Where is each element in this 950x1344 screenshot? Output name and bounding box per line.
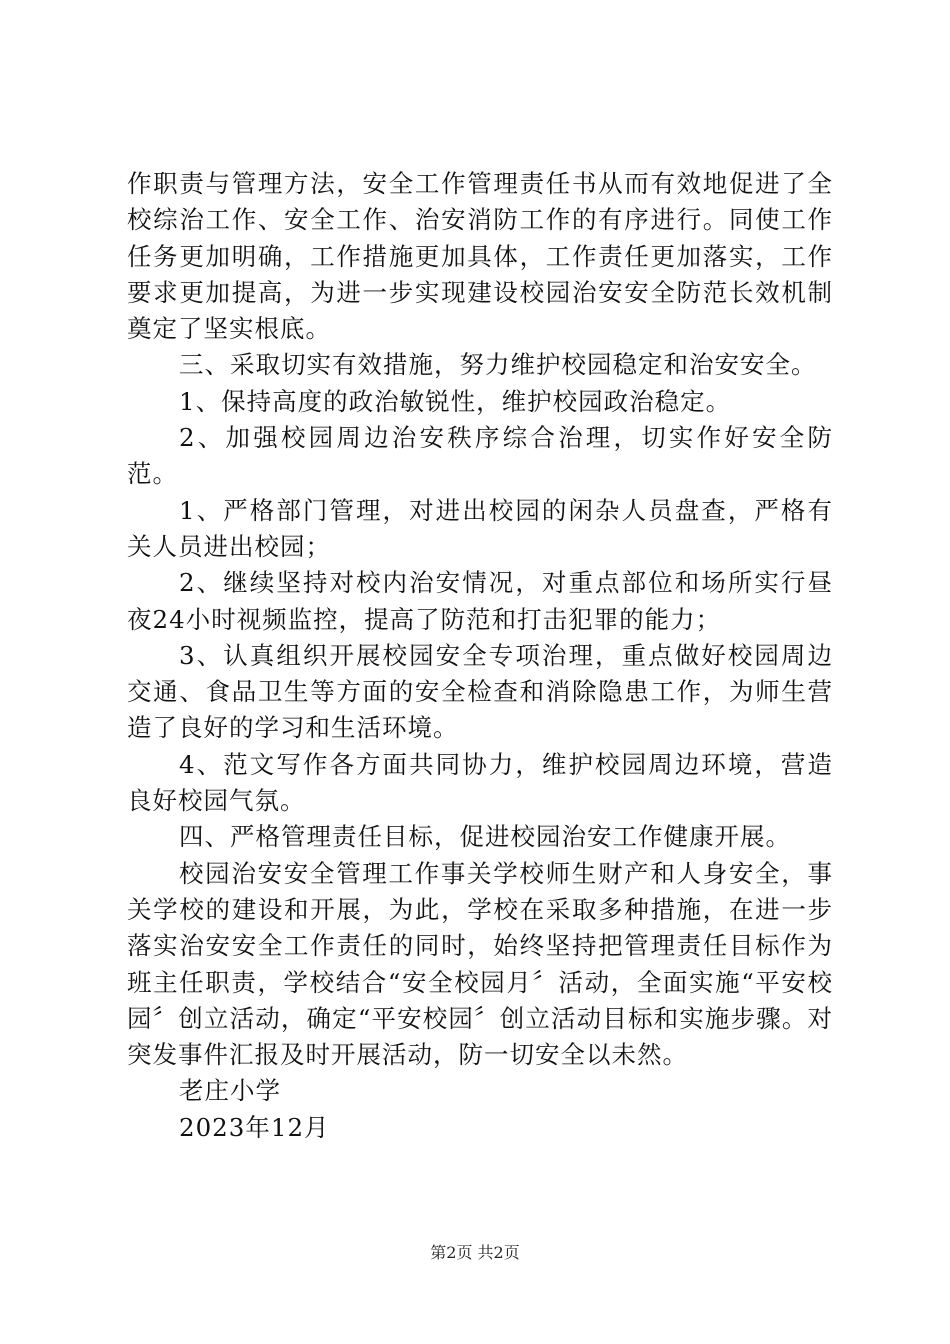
- list-item: 2、继续坚持对校内治安情况，对重点部位和场所实行昼夜24小时视频监控，提高了防范和打击犯罪的能力；: [127, 568, 833, 634]
- list-item: 4、范文写作各方面共同协力，维护校园周边环境，营造良好校园气氛。: [127, 749, 833, 816]
- list-item: 3、认真组织开展校园安全专项治理，重点做好校园周边交通、食品卫生等方面的安全检查和消除隐患工作，为师生营造了良好的学习和生活环境。: [127, 640, 833, 743]
- paragraph: 校园治安安全管理工作事关学校师生财产和人身安全，事关学校的建设和开展，为此，学校在采取多种措施，在进一步落实治安安全工作责任的同时，始终坚持把管理责任目标作为班主任职责，学校结合“安全校园月〞活动，全面实施“平安校园〞创立活动，确定“平安校园〞创立活动目标和实施步骤。对突发事件汇报及时开展活动，防一切安全以未然。: [127, 858, 833, 1070]
- section-heading-4: 四、严格管理责任目标，促进校园治安工作健康开展。: [179, 822, 791, 852]
- signature-date: 2023年12月: [179, 1112, 330, 1142]
- paragraph-continuation: 作职责与管理方法，安全工作管理责任书从而有效地促进了全校综治工作、安全工作、治安消防工作的有序进行。同使工作任务更加明确，工作措施更加具体，工作责任更加落实，工作要求更加提高，为进一步实现建设校园治安安全防范长效机制奠定了坚实根底。: [127, 169, 833, 344]
- page-footer: 第2页 共2页: [430, 1243, 520, 1262]
- document-body: [127, 166, 833, 1146]
- section-heading-3: 三、采取切实有效措施，努力维护校园稳定和治安安全。: [179, 350, 817, 380]
- list-item: 1、保持高度的政治敏锐性，维护校园政治稳定。: [179, 386, 732, 416]
- list-item: 1、严格部门管理，对进出校园的闲杂人员盘查，严格有关人员进出校园；: [127, 495, 833, 561]
- list-item: 2、加强校园周边治安秩序综合治理，切实作好安全防范。: [127, 423, 833, 489]
- signature-school: 老庄小学: [179, 1076, 281, 1106]
